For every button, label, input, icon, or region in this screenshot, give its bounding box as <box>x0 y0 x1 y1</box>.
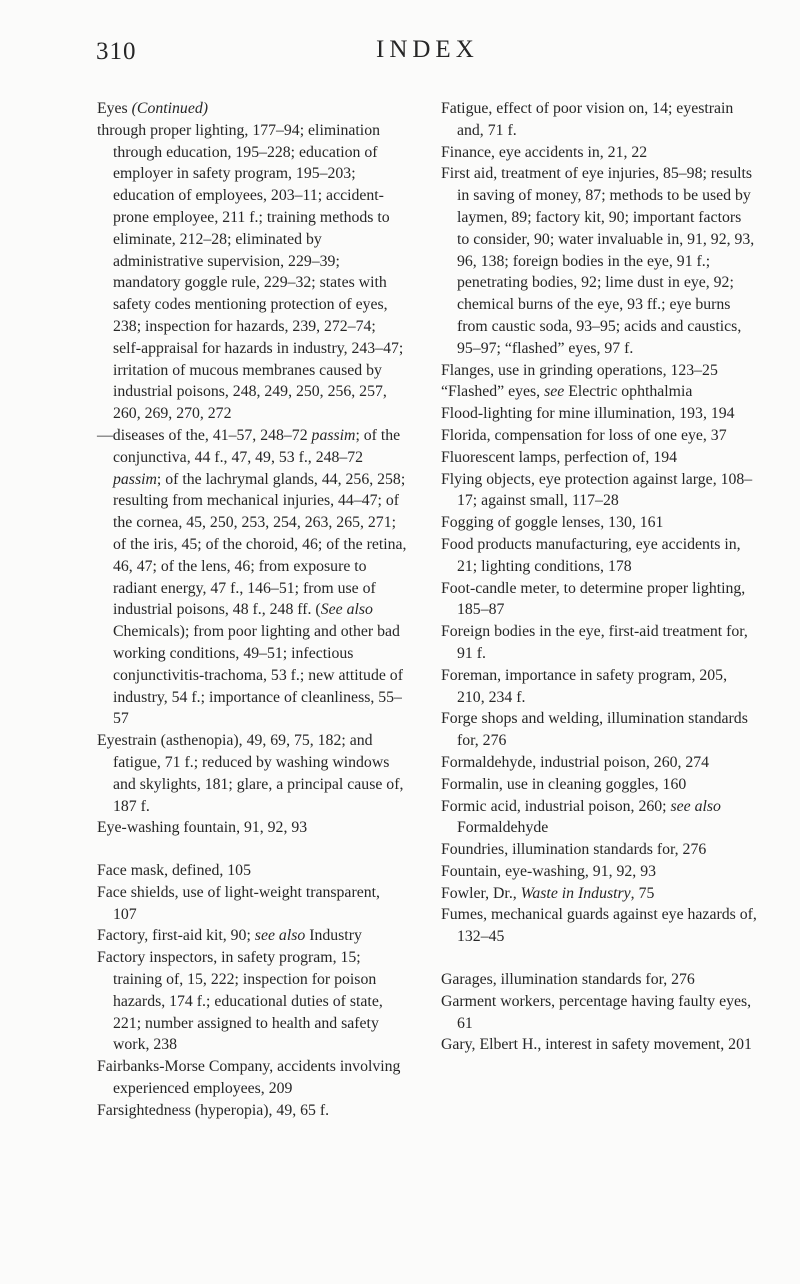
running-title: INDEX <box>376 36 479 63</box>
index-entry: Garages, illumination standards for, 276 <box>441 971 695 989</box>
section-gap <box>441 948 757 969</box>
index-entry: Formic acid, industrial poison, 260; see also Formaldehyde <box>441 797 721 837</box>
index-entry: Florida, compensation for loss of one eye, 37 <box>441 426 727 444</box>
index-entry: Fogging of goggle lenses, 130, 161 <box>441 514 664 532</box>
index-entry: Factory, first-aid kit, 90; see also Industry <box>97 927 362 945</box>
index-entry: Fluorescent lamps, perfection of, 194 <box>441 448 678 466</box>
index-entry: Foundries, illumination standards for, 276 <box>441 841 707 859</box>
index-entry: Gary, Elbert H., interest in safety movement, 201 <box>441 1036 752 1054</box>
index-column-left <box>97 98 407 1122</box>
index-entry: Flood-lighting for mine illumination, 193, 194 <box>441 405 735 423</box>
index-entry: Eye-washing fountain, 91, 92, 93 <box>97 819 308 837</box>
index-entry: First aid, treatment of eye injuries, 85–98; results in saving of money, 87; methods to be used by laymen, 89; factory kit, 90; important factors to consider, 90; water invaluable in, 91, 92, 93, 96, 138; foreign bodies in the eye, 91 f.; penetrating bodies, 92; lime dust in eye, 92; chemical burns of the eye, 93 ff.; eye burns from caustic soda, 93–95; acids and caustics, 95–97; “flashed” eyes, 97 f. <box>441 165 755 357</box>
index-entry: Foreign bodies in the eye, first-aid treatment for, 91 f. <box>441 623 748 662</box>
index-entry: Foreman, importance in safety program, 205, 210, 234 f. <box>441 666 728 706</box>
index-entry: Factory inspectors, in safety program, 15; training of, 15, 222; inspection for poison hazards, 174 f.; educational duties of state, 221; number assigned to health and safety work, 238 <box>97 949 383 1054</box>
page-number: 310 <box>96 38 137 65</box>
index-entry: Fairbanks-Morse Company, accidents involving experienced employees, 209 <box>97 1058 401 1098</box>
index-entry: Fountain, eye-washing, 91, 92, 93 <box>441 862 656 880</box>
index-entry: Farsightedness (hyperopia), 49, 65 f. <box>97 1101 330 1119</box>
section-gap <box>97 839 407 860</box>
index-entry: Forge shops and welding, illumination standards for, 276 <box>441 710 748 750</box>
index-entry: Flanges, use in grinding operations, 123–25 <box>441 361 718 379</box>
index-column-right <box>441 98 757 1056</box>
index-entry: Foot-candle meter, to determine proper lighting, 185–87 <box>441 579 746 619</box>
index-entry: Garment workers, percentage having faulty eyes, 61 <box>441 992 752 1032</box>
index-entry: Food products manufacturing, eye accidents in, 21; lighting conditions, 178 <box>441 535 741 575</box>
index-entry: Formalin, use in cleaning goggles, 160 <box>441 775 687 793</box>
index-entry: Fumes, mechanical guards against eye hazards of, 132–45 <box>441 906 757 946</box>
index-entry: Finance, eye accidents in, 21, 22 <box>441 143 648 161</box>
index-entry: Face mask, defined, 105 <box>97 862 251 880</box>
index-entry: Eyes (Continued) <box>97 100 208 117</box>
index-entry: through proper lighting, 177–94; elimination through education, 195–228; education of employer in safety program, 195–203; education of employees, 203–11; accident-prone employee, 211 f.; training methods to eliminate, 212–28; eliminated by administrative supervision, 229–39; mandatory goggle rule, 229–32; states with safety codes mentioning protection of eyes, 238; inspection for hazards, 239, 272–74; self-appraisal for hazards in industry, 243–47; irritation of mucous membranes caused by industrial poisons, 248, 249, 250, 256, 257, 260, 269, 270, 272 <box>97 121 404 423</box>
index-entry: —diseases of the, 41–57, 248–72 passim; of the conjunctiva, 44 f., 47, 49, 53 f., 248–72 passim; of the lachrymal glands, 44, 256, 258; resulting from mechanical injuries, 44–47; of the cornea, 45, 250, 253, 254, 263, 265, 271; of the iris, 45; of the choroid, 46; of the retina, 46, 47; of the lens, 46; from exposure to radiant energy, 47 f., 146–51; from use of industrial poisons, 48 f., 248 ff. (See also Chemicals); from poor lighting and other bad working conditions, 49–51; infectious conjunctivitis-trachoma, 53 f.; new attitude of industry, 54 f.; importance of cleanliness, 55–57 <box>97 426 407 728</box>
index-entry: Eyestrain (asthenopia), 49, 69, 75, 182; and fatigue, 71 f.; reduced by washing windows and skylights, 181; glare, a principal cause of, 187 f. <box>97 732 404 815</box>
index-entry: “Flashed” eyes, see Electric ophthalmia <box>441 383 693 401</box>
index-entry: Fowler, Dr., Waste in Industry, 75 <box>441 884 655 902</box>
index-entry: Fatigue, effect of poor vision on, 14; eyestrain and, 71 f. <box>441 100 734 139</box>
index-entry: Flying objects, eye protection against large, 108–17; against small, 117–28 <box>441 470 753 510</box>
index-entry: Face shields, use of light-weight transparent, 107 <box>97 883 380 923</box>
index-entry: Formaldehyde, industrial poison, 260, 274 <box>441 753 710 771</box>
